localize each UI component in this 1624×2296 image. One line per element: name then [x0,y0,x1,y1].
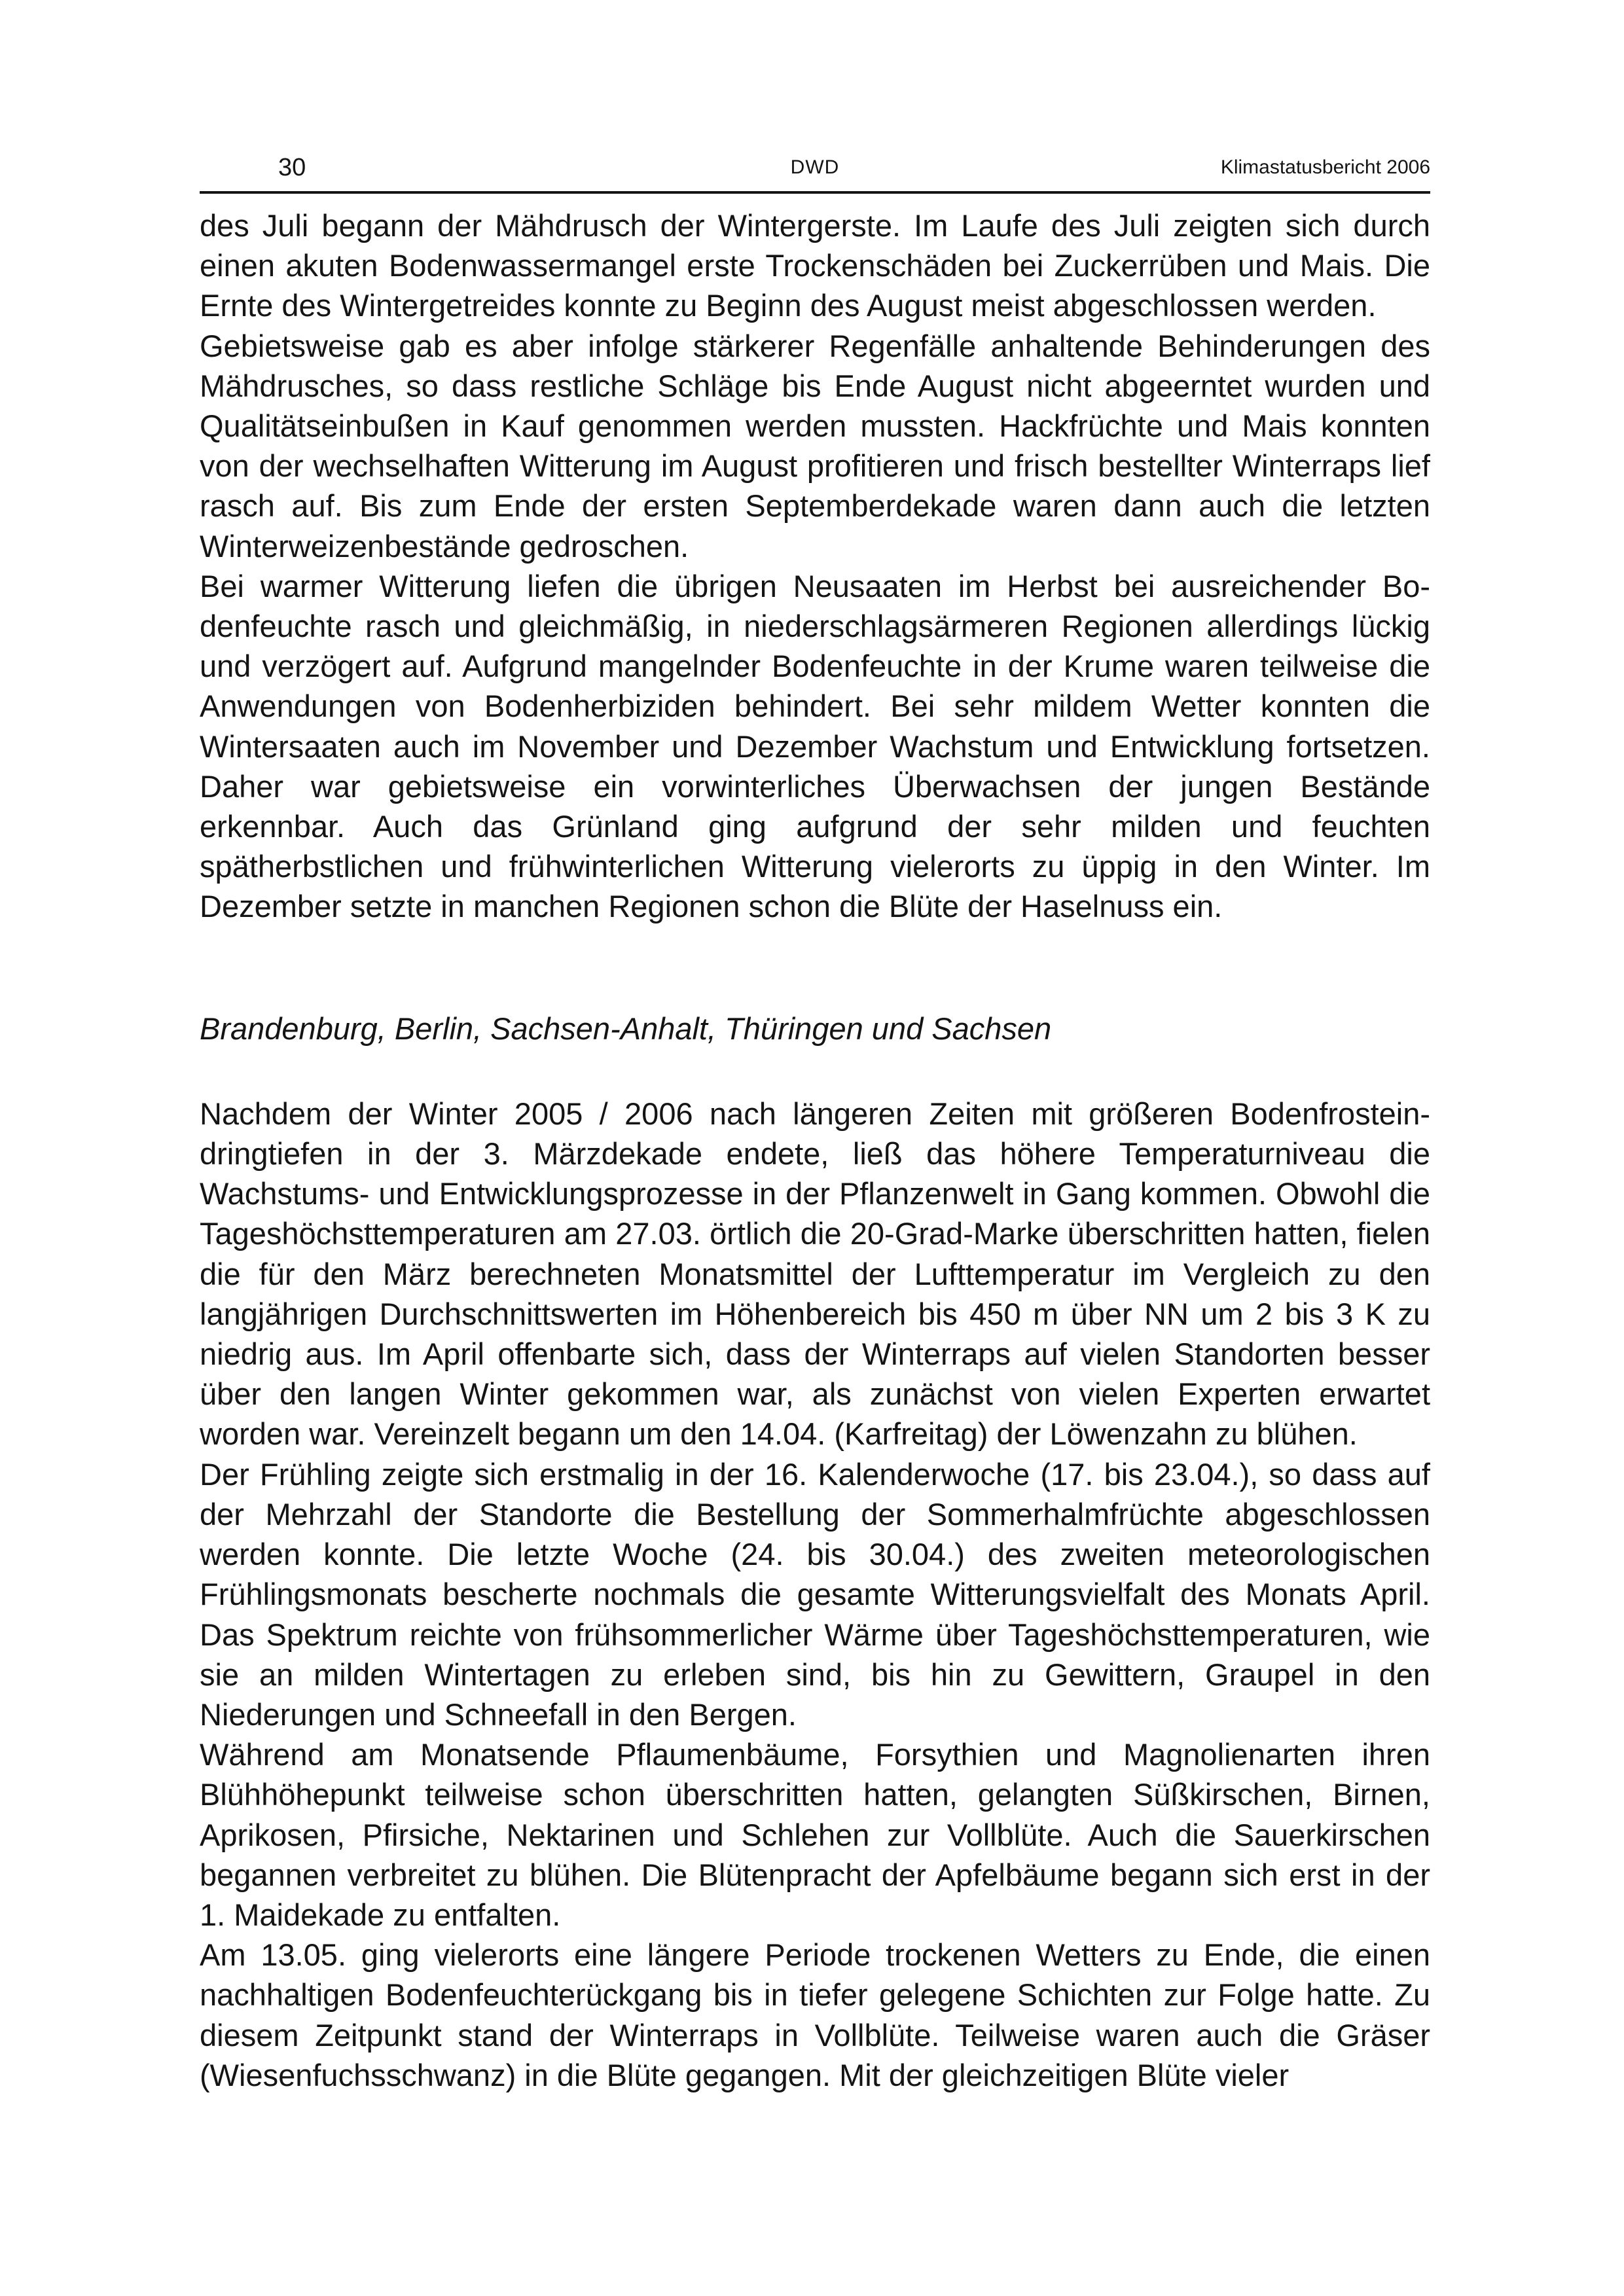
body-paragraph: des Juli begann der Mähdrusch der Wintergerste. Im Laufe des Juli zeigten sich durch einen akuten Bodenwassermangel erste Trockenschäden bei Zuckerrüben und Mais. Die Ernte des Wintergetreides konnte zu Beginn des August meist abgeschlossen werden. [200,208,1430,323]
page-header [200,149,1430,186]
body-paragraph: Gebietsweise gab es aber infolge stärkerer Regenfälle anhaltende Behinderungen des Mähdrusches, so dass restliche Schläge bis Ende August nicht abgeerntet wurden und Qualitätseinbußen in Kauf genommen werden mussten. Hackfrüchte und Mais konnten von der wechselhaften Witterung im August profitieren und frisch bestellter Winterraps lief rasch auf. Bis zum Ende der ersten Septemberdekade waren dann auch die letzten Winterweizenbestände gedroschen. [200,328,1430,564]
body-paragraph: Der Frühling zeigte sich erstmalig in der 16. Kalenderwoche (17. bis 23.04.), so dass auf der Mehrzahl der Standorte die Bestellung der Sommerhalmfrüchte abgeschlossen werden konnte. Die letzte Woche (24. bis 30.04.) des zweiten meteorologischen Frühlingsmonats bescherte nochmals die gesamte Witterungsvielfalt des Monats April. Das Spektrum reichte von frühsommerlicher Wärme über Tageshöchsttemperaturen, wie sie an milden Wintertagen zu erleben sind, bis hin zu Gewittern, Graupel in den Niederungen und Schneefall in den Bergen. [200,1456,1430,1732]
body-paragraph: Am 13.05. ging vielerorts eine längere Periode trockenen Wetters zu Ende, die einen nachhaltigen Bodenfeuchterückgang bis in tiefer gelegene Schichten zur Folge hatte. Zu diesem Zeitpunkt stand der Winterraps in Vollblüte. Teilweise waren auch die Gräser (Wiesenfuchsschwanz) in die Blüte gegangen. Mit der gleichzeitigen Blüte vieler [200,1937,1430,2092]
body-paragraph: Während am Monatsende Pflaumenbäume, Forsythien und Magnolienarten ihren Blühhöhepunkt teilweise schon überschritten hatten, gelangten Süßkirschen, Birnen, Aprikosen, Pfirsiche, Nektarinen und Schlehen zur Vollblüte. Auch die Sauerkirschen begannen verbreitet zu blühen. Die Blütenpracht der Apfelbäume begann sich erst in der 1. Maidekade zu entfalten. [200,1737,1430,1932]
body-paragraph: Nachdem der Winter 2005 / 2006 nach längeren Zeiten mit größeren Bodenfrosteindringtiefen in der 3. Märzdekade endete, ließ das höhere Temperaturniveau die Wachstums- und Entwicklungsprozesse in der Pflanzenwelt in Gang kommen. Obwohl die Tageshöchsttemperaturen am 27.03. örtlich die 20-Grad-Marke überschritten hatten, fielen die für den März berechneten Monatsmittel der Lufttemperatur im Vergleich zu den langjährigen Durchschnittswerten im Höhenbereich bis 450 m über NN um 2 bis 3 K zu niedrig aus. Im April offenbarte sich, dass der Winterraps auf vielen Standorten besser über den langen Winter gekommen war, als zunächst von vielen Experten erwartet worden war. Vereinzelt begann um den 14.04. (Karfreitag) der Löwenzahn zu blühen. [200,1096,1430,1452]
header-rule [200,191,1430,194]
body-paragraph: Bei warmer Witterung liefen die übrigen Neusaaten im Herbst bei ausreichender Bodenfeuchte rasch und gleichmäßig, in niederschlagsärmeren Regionen allerdings lückig und verzögert auf. Aufgrund mangelnder Bodenfeuchte in der Krume waren teilweise die Anwendungen von Bodenherbiziden behindert. Bei sehr mildem Wetter konnten die Wintersaaten auch im November und Dezember Wachstum und Entwicklung fortsetzen. Daher war gebietsweise ein vorwinterliches Überwachsen der jungen Bestände erkennbar. Auch das Grünland ging aufgrund der sehr milden und feuchten spätherbstlichen und frühwinterlichen Witterung vielerorts zu üppig in den Winter. Im Dezember setzte in manchen Regionen schon die Blüte der Haselnuss ein. [200,568,1430,924]
section-heading: Brandenburg, Berlin, Sachsen-Anhalt, Thüringen und Sachsen [200,1011,1052,1046]
report-title: Klimastatusbericht 2006 [1220,156,1430,178]
publisher-label: DWD [790,156,840,178]
page-number: 30 [278,154,306,181]
page-body [200,206,1430,2095]
